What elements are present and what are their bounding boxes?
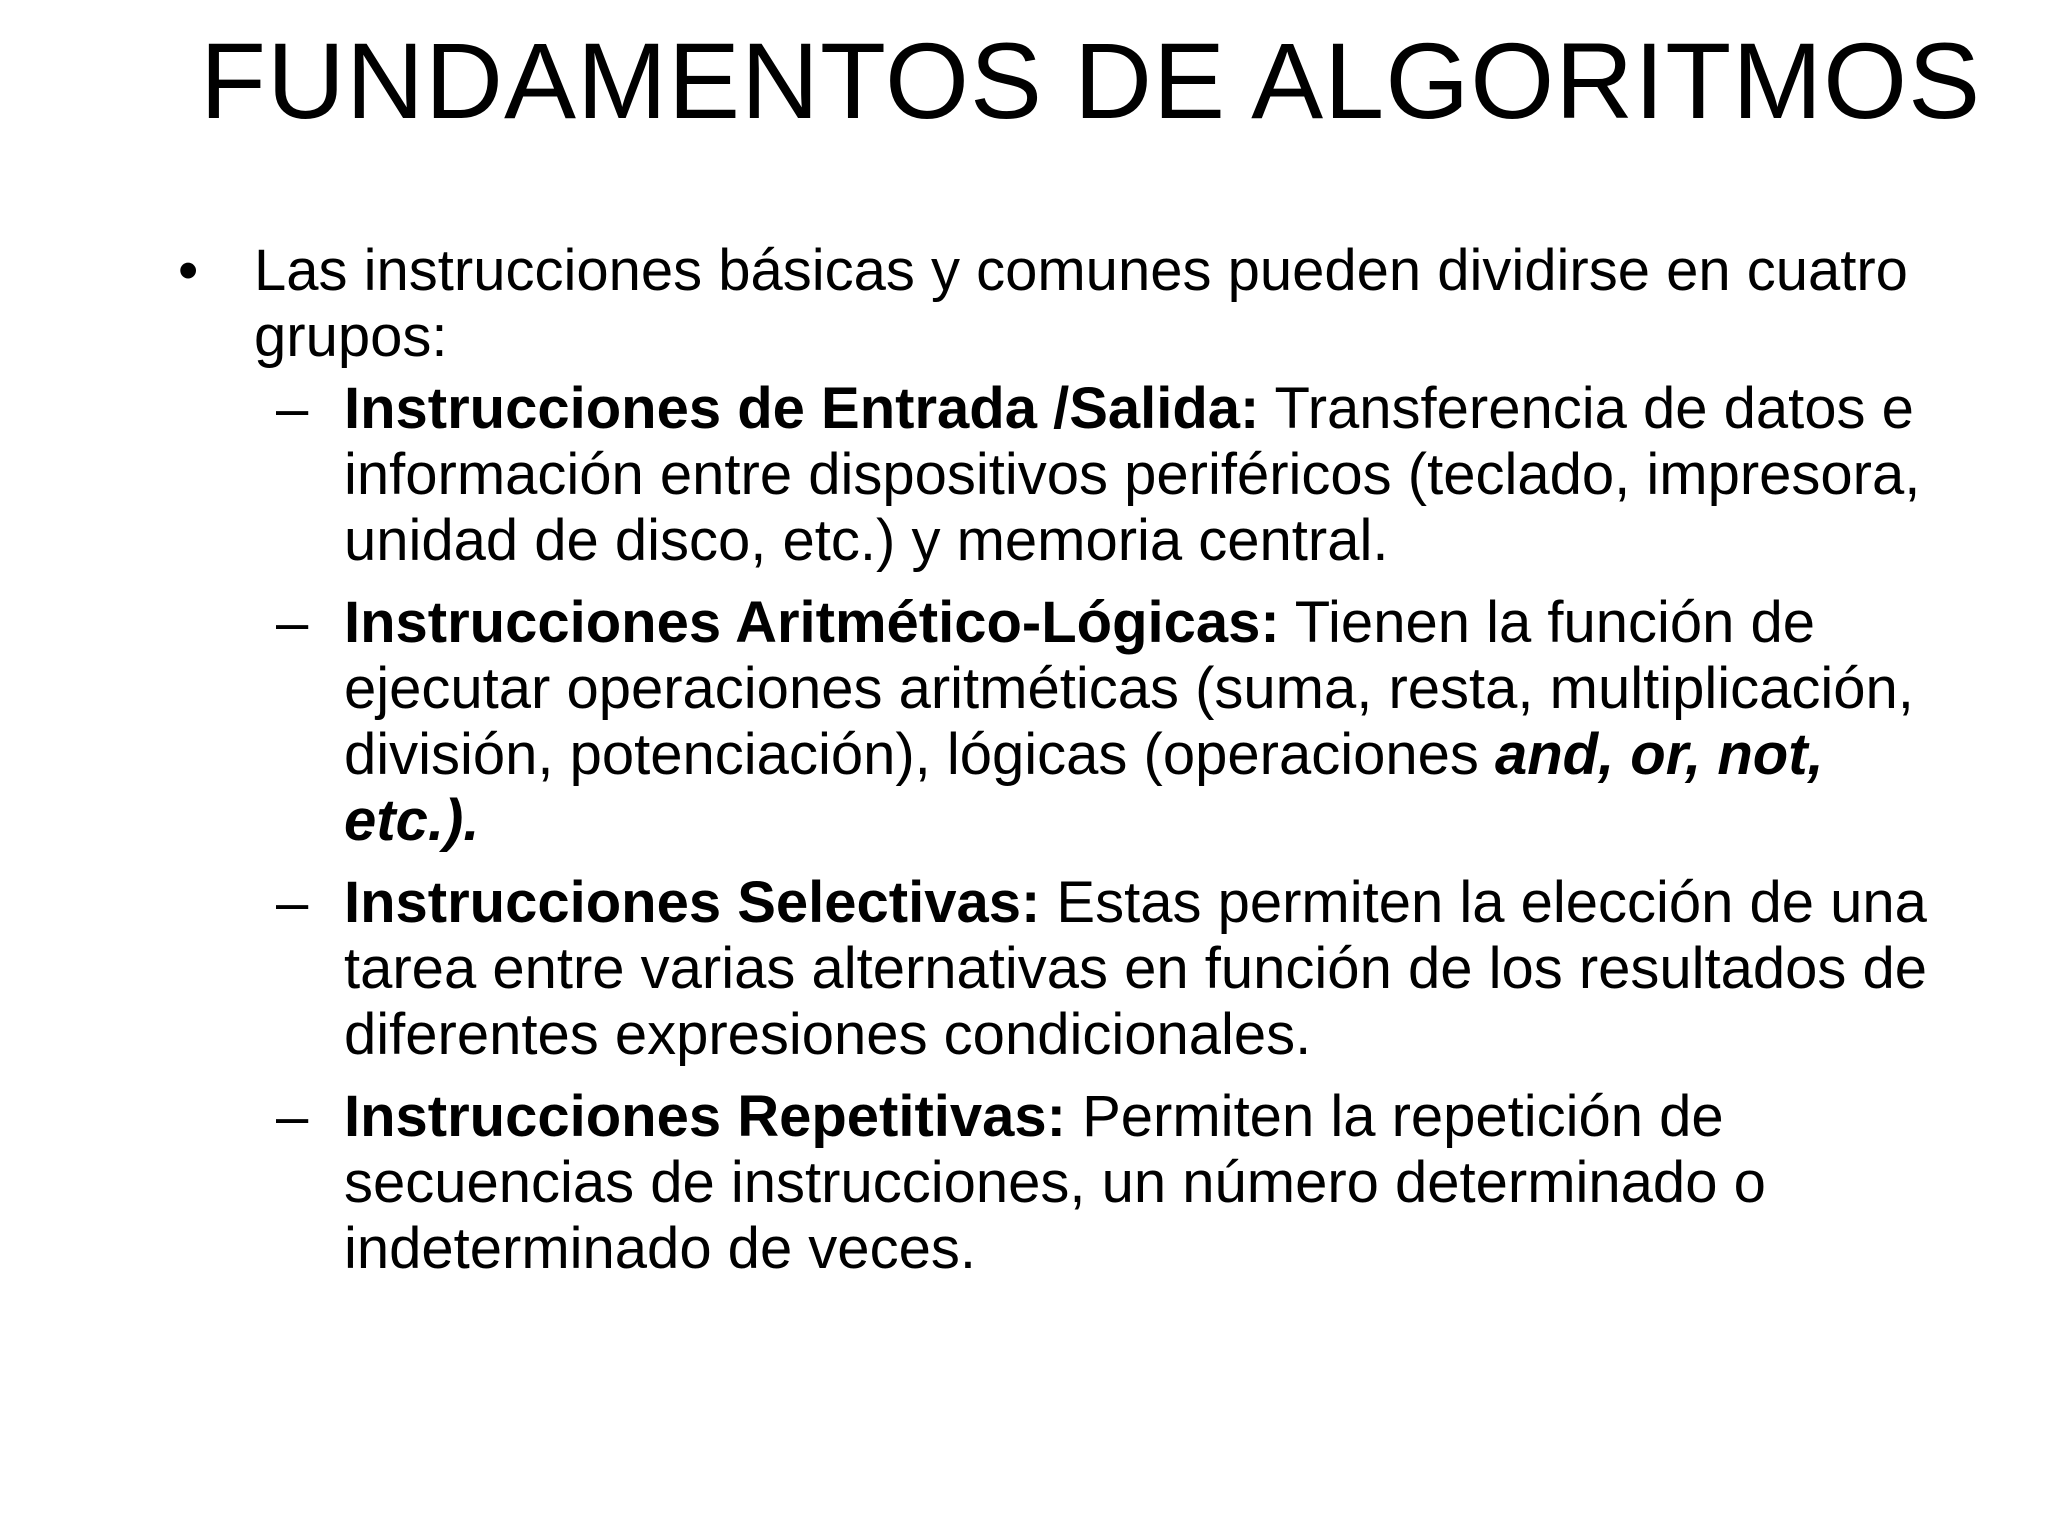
group-entrada-salida: [170, 376, 1950, 574]
dash-marker: –: [276, 870, 309, 935]
slide-title: FUNDAMENTOS DE ALGORITMOS: [200, 20, 1982, 141]
dash-marker: –: [276, 1084, 309, 1149]
dash-marker: –: [276, 376, 309, 441]
group-emphasis: and, or, not, etc.).: [344, 722, 1824, 853]
group-aritmetico-logicas: [170, 590, 1950, 854]
group-term: Instrucciones de Entrada /Salida:: [344, 376, 1260, 441]
group-description: Permiten la repetición de secuencias de instrucciones, un número determinado o indeterminado de veces.: [344, 1084, 1766, 1281]
bullet-marker: •: [178, 238, 199, 303]
group-description: Tienen la función de ejecutar operaciones aritméticas (suma, resta, multiplicación, división, potenciación), lógicas (operaciones: [344, 590, 1914, 787]
main-bullet: [170, 238, 1950, 370]
main-bullet-text: Las instrucciones básicas y comunes pueden dividirse en cuatro grupos:: [254, 238, 1908, 369]
dash-marker: –: [276, 590, 309, 655]
instruction-groups-list: [170, 376, 1950, 1282]
group-description: Transferencia de datos e información entre dispositivos periféricos (teclado, impresora, unidad de disco, etc.) y memoria central.: [344, 376, 1921, 573]
group-term: Instrucciones Aritmético-Lógicas:: [344, 590, 1280, 655]
slide-body: [170, 238, 1950, 1298]
group-description: Estas permiten la elección de una tarea entre varias alternativas en función de los resultados de diferentes expresiones condicionales.: [344, 870, 1928, 1067]
group-selectivas: [170, 870, 1950, 1068]
group-repetitivas: [170, 1084, 1950, 1282]
group-term: Instrucciones Selectivas:: [344, 870, 1041, 935]
group-term: Instrucciones Repetitivas:: [344, 1084, 1066, 1149]
